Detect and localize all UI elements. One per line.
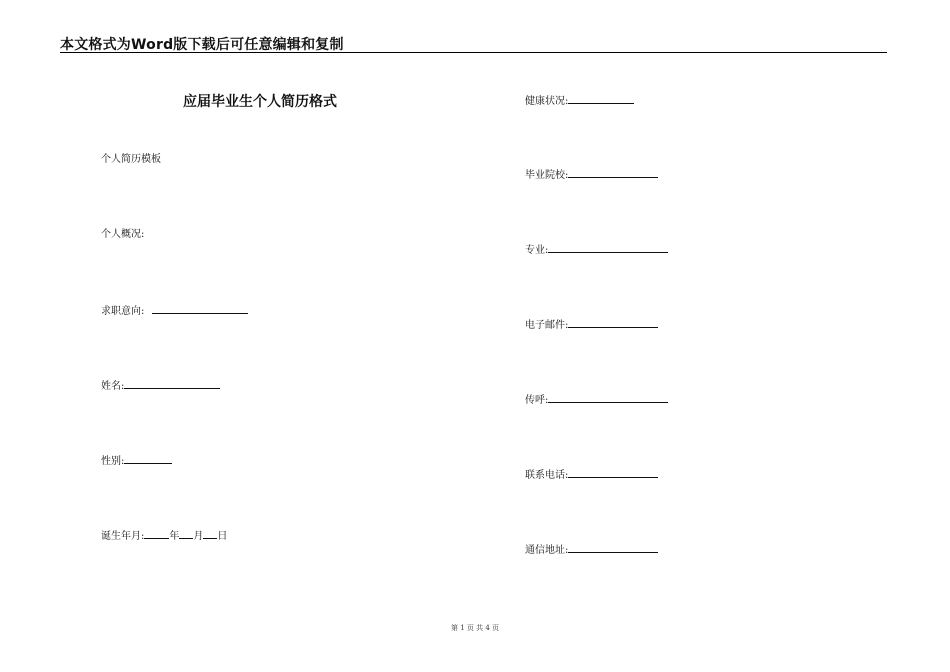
health-blank[interactable] bbox=[568, 93, 634, 104]
overview-line bbox=[101, 228, 144, 242]
birth-month-blank[interactable] bbox=[179, 528, 193, 539]
name-blank[interactable] bbox=[124, 378, 220, 389]
address-line bbox=[525, 542, 658, 558]
gender-label: 性别: bbox=[101, 456, 125, 467]
pager-label: 传呼: bbox=[525, 395, 549, 406]
pager-blank[interactable] bbox=[548, 392, 668, 403]
name-label: 姓名: bbox=[101, 381, 125, 392]
email-line bbox=[525, 317, 658, 333]
job-intent-blank[interactable] bbox=[152, 303, 248, 314]
email-label: 电子邮件: bbox=[525, 320, 569, 331]
major-label: 专业: bbox=[525, 245, 549, 256]
birth-day-blank[interactable] bbox=[203, 528, 217, 539]
header-divider bbox=[60, 52, 887, 53]
phone-line bbox=[525, 467, 658, 483]
job-intent-line bbox=[101, 303, 248, 319]
name-line bbox=[101, 378, 220, 394]
address-label: 通信地址: bbox=[525, 545, 569, 556]
birth-day-suffix: 日 bbox=[217, 531, 228, 542]
document-title: 应届毕业生个人简历格式 bbox=[183, 94, 337, 110]
school-line bbox=[525, 167, 658, 183]
phone-label: 联系电话: bbox=[525, 470, 569, 481]
job-intent-label: 求职意向: bbox=[101, 306, 145, 317]
birth-line bbox=[101, 528, 227, 544]
document-header: 本文格式为Word版下载后可任意编辑和复制 bbox=[60, 37, 344, 53]
major-line bbox=[525, 242, 668, 258]
birth-label: 诞生年月: bbox=[101, 531, 145, 542]
email-blank[interactable] bbox=[568, 317, 658, 328]
template-label-line bbox=[101, 153, 161, 167]
phone-blank[interactable] bbox=[568, 467, 658, 478]
address-blank[interactable] bbox=[568, 542, 658, 553]
pager-line bbox=[525, 392, 668, 408]
birth-month-suffix: 月 bbox=[193, 531, 204, 542]
template-label: 个人简历模板 bbox=[101, 154, 161, 165]
health-line bbox=[525, 93, 634, 109]
birth-year-blank[interactable] bbox=[144, 528, 169, 539]
major-blank[interactable] bbox=[548, 242, 668, 253]
birth-year-suffix: 年 bbox=[169, 531, 180, 542]
health-label: 健康状况: bbox=[525, 96, 569, 107]
page-number: 第 1 页 共 4 页 bbox=[450, 624, 500, 632]
gender-blank[interactable] bbox=[124, 453, 172, 464]
school-blank[interactable] bbox=[568, 167, 658, 178]
school-label: 毕业院校: bbox=[525, 170, 569, 181]
gender-line bbox=[101, 453, 172, 469]
overview-label: 个人概况: bbox=[101, 229, 145, 240]
